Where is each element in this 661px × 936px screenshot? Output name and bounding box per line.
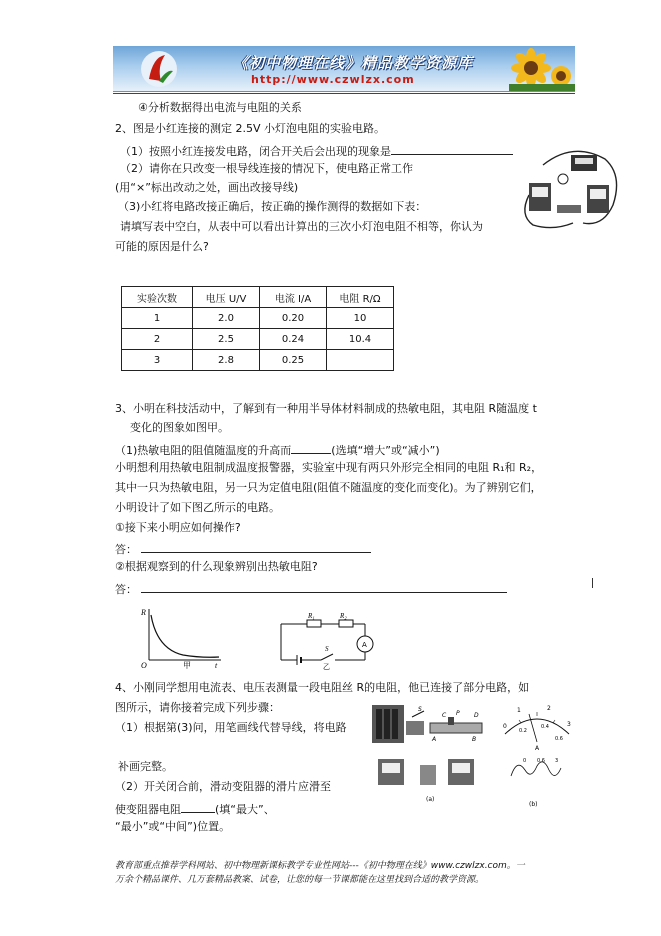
sunflower-icon	[509, 46, 575, 91]
table-cell: 3	[122, 350, 193, 371]
answer-blank	[181, 800, 215, 813]
graph-t-label: t	[215, 661, 218, 670]
circuit-switch-label: S	[325, 645, 329, 653]
table-row	[122, 350, 394, 371]
apparatus-figure-a	[368, 697, 488, 809]
graph-caption: 甲	[183, 661, 191, 670]
label-s: S	[418, 706, 422, 713]
table-cell: 10	[327, 308, 394, 329]
table-row	[122, 329, 394, 350]
thermistor-circuit-diagram	[277, 612, 377, 670]
measurement-table	[121, 286, 394, 371]
table-cell: 10.4	[327, 329, 394, 350]
answer-blank	[291, 441, 331, 454]
label-d: D	[474, 712, 479, 719]
dial-label-0-6: 0.6	[555, 736, 563, 742]
circuit-r2-label: R₂	[340, 612, 347, 620]
answer-blank	[391, 142, 526, 155]
question-2-part-3: （3)小红将电路改接正确后，按正确的操作测得的数据如下表：	[118, 200, 427, 213]
circuit-ammeter-label: A	[362, 641, 367, 649]
q3-1-end: (选填“增大”或“减小”)	[331, 444, 440, 457]
q4-2-end: (填“最大”、	[215, 803, 275, 816]
table-row	[122, 308, 394, 329]
question-4-title-cont: 图所示，请你接着完成下列步骤：	[115, 701, 280, 714]
table-cell: 1	[122, 308, 193, 329]
table-cell: 0.25	[260, 350, 327, 371]
graph-r-label: R	[141, 608, 146, 617]
question-2-part-2-note: (用“×”标出改动之处，画出改接导线)	[115, 181, 299, 194]
answer-blank	[141, 540, 371, 553]
dial-label-0-2: 0.2	[519, 728, 527, 734]
footer-line-2: 万余个精品课件、几万套精品教案、试卷，让您的每一节课都能在这里找到合适的教学资源。	[115, 875, 485, 885]
table-header-row	[122, 287, 394, 308]
dial-unit-label: A	[535, 745, 540, 752]
q2-1-text: （1）按照小红连接发电路，闭合开关后会出现的现象是	[120, 145, 391, 158]
answer-label: 答：	[115, 583, 137, 596]
q4-2-text: 使变阻器电阻	[115, 803, 181, 816]
answer-blank	[141, 580, 507, 593]
banner-url: http://www.czwlzx.com	[251, 73, 415, 86]
figure-b-caption: (b)	[529, 801, 538, 808]
text-cursor	[592, 578, 593, 588]
table-cell: 2.5	[193, 329, 260, 350]
question-2-part-3-prompt: 请填写表中空白，从表中可以看出计算出的三次小灯泡电阻不相等，你认为	[120, 220, 483, 233]
table-cell: 2	[122, 329, 193, 350]
dial-b-label-0-6: 0.6	[537, 758, 545, 764]
figure-a-caption: (a)	[426, 796, 435, 803]
ammeter-dial-figure-b	[497, 700, 577, 812]
dial-label-3: 3	[567, 721, 571, 728]
q3-1-text: （1)热敏电阻的阻值随温度的升高而	[115, 444, 292, 457]
answer-line-2	[115, 580, 507, 597]
dial-label-2: 2	[547, 705, 551, 712]
question-3-part-1	[115, 441, 440, 458]
table-header: 电流 I/A	[260, 287, 327, 308]
footer-line-1: 教育部重点推荐学科网站、初中物理新课标教学专业性网站---《初中物理在线》www.czwlzx.com。一	[115, 861, 525, 871]
question-3-title: 3、小明在科技活动中，了解到有一种用半导体材料制成的热敏电阻，其电阻 R随温度 t	[115, 402, 537, 415]
graph-origin-label: O	[141, 661, 147, 670]
question-2-part-2: （2）请你在只改变一根导线连接的情况下，使电路正常工作	[120, 162, 413, 175]
table-cell: 0.24	[260, 329, 327, 350]
table-cell: 2.0	[193, 308, 260, 329]
dial-label-1: 1	[517, 707, 521, 714]
label-a: A	[432, 736, 437, 743]
question-4-part-1: （1）根据第(3)问，用笔画线代替导线，将电路	[115, 721, 347, 734]
question-3-sub-1: ①接下来小明应如何操作?	[115, 521, 241, 534]
question-2-part-3-question: 可能的原因是什么?	[115, 240, 209, 253]
dial-b-label-0: 0	[523, 758, 527, 764]
question-3-desc-3: 小明设计了如下图乙所示的电路。	[115, 501, 280, 514]
question-3-title-cont: 变化的图象如图甲。	[130, 421, 229, 434]
answer-line-1	[115, 540, 371, 557]
table-header: 实验次数	[122, 287, 193, 308]
logo-icon	[139, 49, 179, 89]
table-cell	[327, 350, 394, 371]
label-c: C	[442, 712, 447, 719]
question-4-part-2-cont	[115, 800, 275, 817]
table-cell: 2.8	[193, 350, 260, 371]
question-2-title: 2、图是小红连接的测定 2.5V 小灯泡电阻的实验电路。	[115, 122, 386, 135]
dial-label-0: 0	[503, 723, 507, 730]
circuit-r1-label: R₁	[308, 612, 315, 620]
dial-b-label-3: 3	[555, 758, 559, 764]
question-3-desc-1: 小明想利用热敏电阻制成温度报警器，实验室中现有两只外形完全相同的电阻 R₁和 R₂，	[115, 461, 543, 474]
header-rule	[113, 93, 575, 94]
question-3-desc-2: 其中一只为热敏电阻，另一只为定值电阻(阻值不随温度的变化而变化)。为了辨别它们，	[115, 481, 542, 494]
table-cell: 0.20	[260, 308, 327, 329]
answer-label: 答：	[115, 543, 137, 556]
table-header: 电阻 R/Ω	[327, 287, 394, 308]
lamp-circuit-photo	[513, 145, 625, 233]
question-4-part-2: （2）开关闭合前，滑动变阻器的滑片应滑至	[115, 780, 331, 793]
banner-title: 《初中物理在线》精品教学资源库	[233, 54, 474, 72]
header-banner	[113, 46, 575, 92]
resistance-temperature-graph	[135, 605, 225, 670]
step-4-text: ④分析数据得出电流与电阻的关系	[138, 101, 302, 114]
circuit-caption: 乙	[323, 663, 330, 670]
label-p: P	[456, 710, 460, 717]
question-3-sub-2: ②根据观察到的什么现象辨别出热敏电阻?	[115, 560, 318, 573]
table-header: 电压 U/V	[193, 287, 260, 308]
dial-label-0-4: 0.4	[541, 724, 549, 730]
question-4-title: 4、小刚同学想用电流表、电压表测量一段电阻丝 R的电阻，他已连接了部分电路，如	[115, 681, 530, 694]
question-4-part-2-options: “最小”或“中间”)位置。	[115, 820, 231, 833]
question-2-part-1	[120, 142, 537, 159]
label-b: B	[472, 736, 477, 743]
question-4-part-1-cont: 补画完整。	[118, 760, 173, 773]
